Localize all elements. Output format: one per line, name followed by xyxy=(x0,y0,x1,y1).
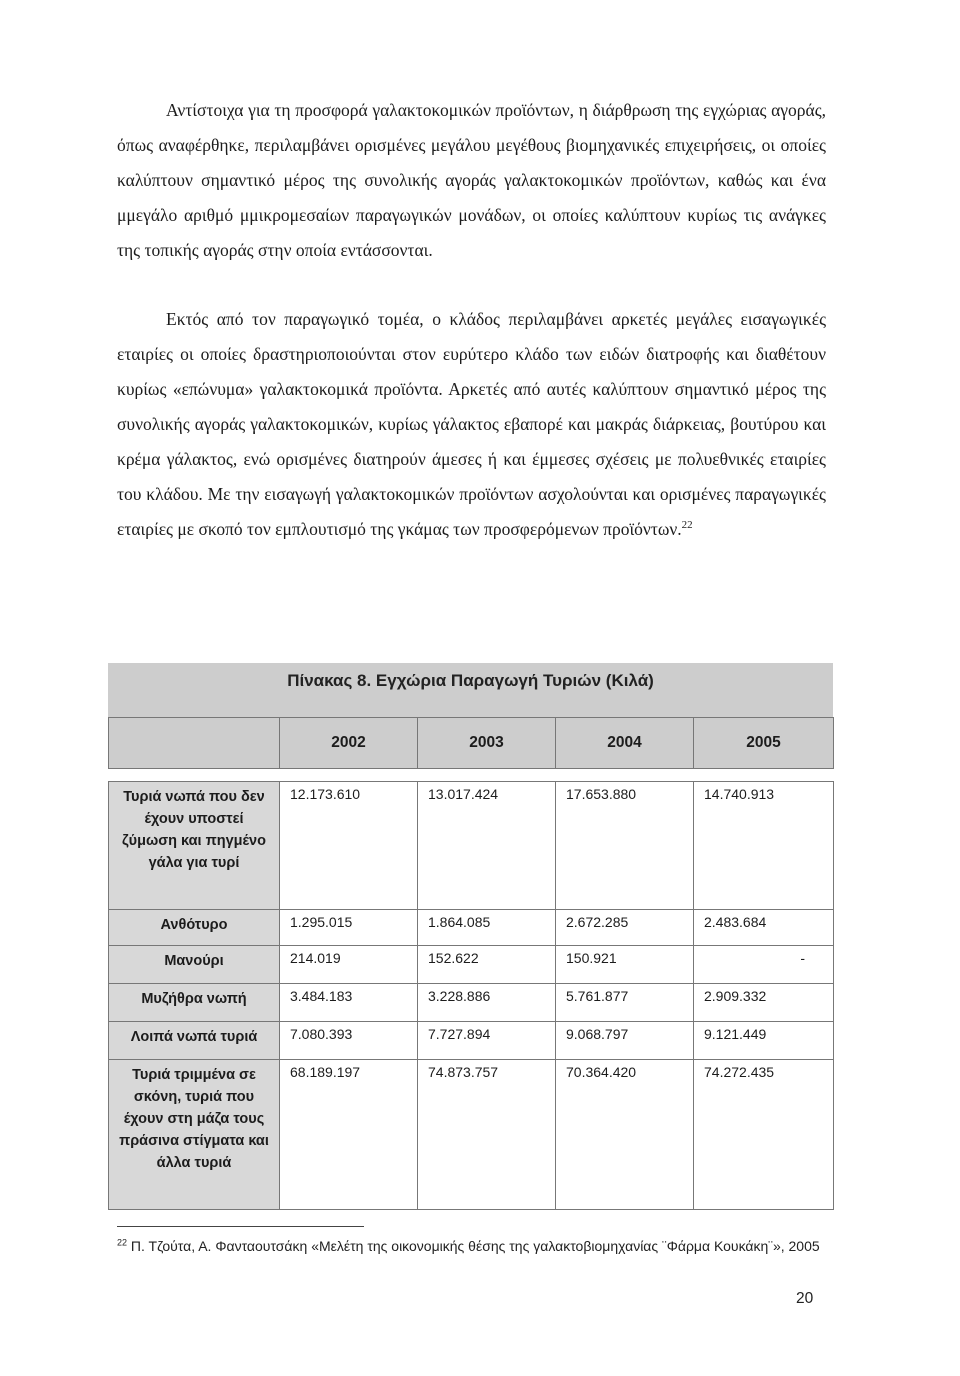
year-header: 2004 xyxy=(556,718,694,769)
row-label: Μανούρι xyxy=(109,946,280,984)
paragraph-1: Αντίστοιχα για τη προσφορά γαλακτοκομικών προϊόντων, η διάρθρωση της εγχώριας αγοράς, όπως αναφέρθηκε, περιλαμβάνει ορισμένες μεγάλου μεγέθους βιομηχανικές επιχειρήσεις, οι οποίες καλύπτουν σημαντικό μέρος της συνολικής αγοράς γαλακτοκομικών προϊόντων, καθώς και ένα μμεγάλο αριθμό μμικρομεσαίων παραγωγικών μονάδων, οι οποίες καλύπτουν κυρίως τις ανάγκες της τοπικής αγοράς στην οποία εντάσσονται. xyxy=(117,100,826,260)
table-cell: 1.864.085 xyxy=(418,910,556,946)
row-label: Τυριά νωπά που δεν έχουν υποστεί ζύμωση και πηγμένο γάλα για τυρί xyxy=(109,782,280,910)
footnote-reference: 22 xyxy=(681,519,693,532)
table-cell: 17.653.880 xyxy=(556,782,694,910)
table-cell: 1.295.015 xyxy=(280,910,418,946)
page-number: 20 xyxy=(796,1290,814,1307)
table-cell: 5.761.877 xyxy=(556,984,694,1022)
table-cell: 152.622 xyxy=(418,946,556,984)
table-cell: 7.727.894 xyxy=(418,1022,556,1060)
table-row xyxy=(109,782,834,910)
table-cell: 74.873.757 xyxy=(418,1060,556,1210)
table-title: Πίνακας 8. Εγχώρια Παραγωγή Τυριών (Κιλά) xyxy=(108,663,833,717)
table-cell: 14.740.913 xyxy=(694,782,834,910)
row-label: Μυζήθρα νωπή xyxy=(109,984,280,1022)
table-cell: 3.484.183 xyxy=(280,984,418,1022)
table-cell: 68.189.197 xyxy=(280,1060,418,1210)
footnote xyxy=(117,1234,837,1259)
year-header: 2002 xyxy=(280,718,418,769)
cheese-production-table xyxy=(108,663,833,1210)
row-label: Ανθότυρο xyxy=(109,910,280,946)
table-cell: 9.068.797 xyxy=(556,1022,694,1060)
table-row xyxy=(109,1060,834,1210)
table-cell: 13.017.424 xyxy=(418,782,556,910)
table-row xyxy=(109,984,834,1022)
table-cell: 150.921 xyxy=(556,946,694,984)
table-cell: 12.173.610 xyxy=(280,782,418,910)
table-row xyxy=(109,1022,834,1060)
footnote-divider xyxy=(117,1226,364,1227)
table-cell: 7.080.393 xyxy=(280,1022,418,1060)
table-cell: 214.019 xyxy=(280,946,418,984)
table-cell: 2.672.285 xyxy=(556,910,694,946)
table-cell: - xyxy=(694,946,834,984)
table-cell: 70.364.420 xyxy=(556,1060,694,1210)
footnote-text: Π. Τζούτα, Α. Φανταουτσάκη «Μελέτη της οικονομικής θέσης της γαλακτοβιομηχανίας ¨Φάρμα Κουκάκη¨», 2005 xyxy=(130,1238,820,1254)
table-cell: 2.909.332 xyxy=(694,984,834,1022)
table-cell: 74.272.435 xyxy=(694,1060,834,1210)
row-label: Τυριά τριμμένα σε σκόνη, τυριά που έχουν στη μάζα τους πράσινα στίγματα και άλλα τυριά xyxy=(109,1060,280,1210)
spacer-row xyxy=(109,769,834,782)
table-row xyxy=(109,910,834,946)
paragraph-2: Εκτός από τον παραγωγικό τομέα, ο κλάδος περιλαμβάνει αρκετές μεγάλες εισαγωγικές εταιρίες οι οποίες δραστηριοποιούνται στον ευρύτερο κλάδο των ειδών διατροφής και διαθέτουν κυρίως «επώνυμα» γαλακτοκομικά προϊόντα. Αρκετές από αυτές καλύπτουν σημαντικό μέρος της συνολικής αγοράς γαλακτοκομικών, κυρίως γάλακτος εβαπορέ και μακράς διάρκειας, βουτύρου και κρέμα γάλακτος, ενώ ορισμένες διατηρούν άμεσες ή και έμμεσες σχέσεις με πολυεθνικές εταιρίες του κλάδου. Με την εισαγωγή γαλακτοκομικών προϊόντων ασχολούνται και ορισμένες παραγωγικές εταιρίες με σκοπό τον εμπλουτισμό της γκάμας των προσφερόμενων προϊόντων.$^{22}$ xyxy=(117,309,826,539)
year-header: 2005 xyxy=(694,718,834,769)
footnote-number: 22 xyxy=(117,1237,128,1248)
row-label: Λοιπά νωπά τυριά xyxy=(109,1022,280,1060)
table-cell: 3.228.886 xyxy=(418,984,556,1022)
table-row xyxy=(109,946,834,984)
header-row xyxy=(109,718,834,769)
header-corner xyxy=(109,718,280,769)
table-cell: 9.121.449 xyxy=(694,1022,834,1060)
table-cell: 2.483.684 xyxy=(694,910,834,946)
data-table xyxy=(108,717,834,1210)
year-header: 2003 xyxy=(418,718,556,769)
